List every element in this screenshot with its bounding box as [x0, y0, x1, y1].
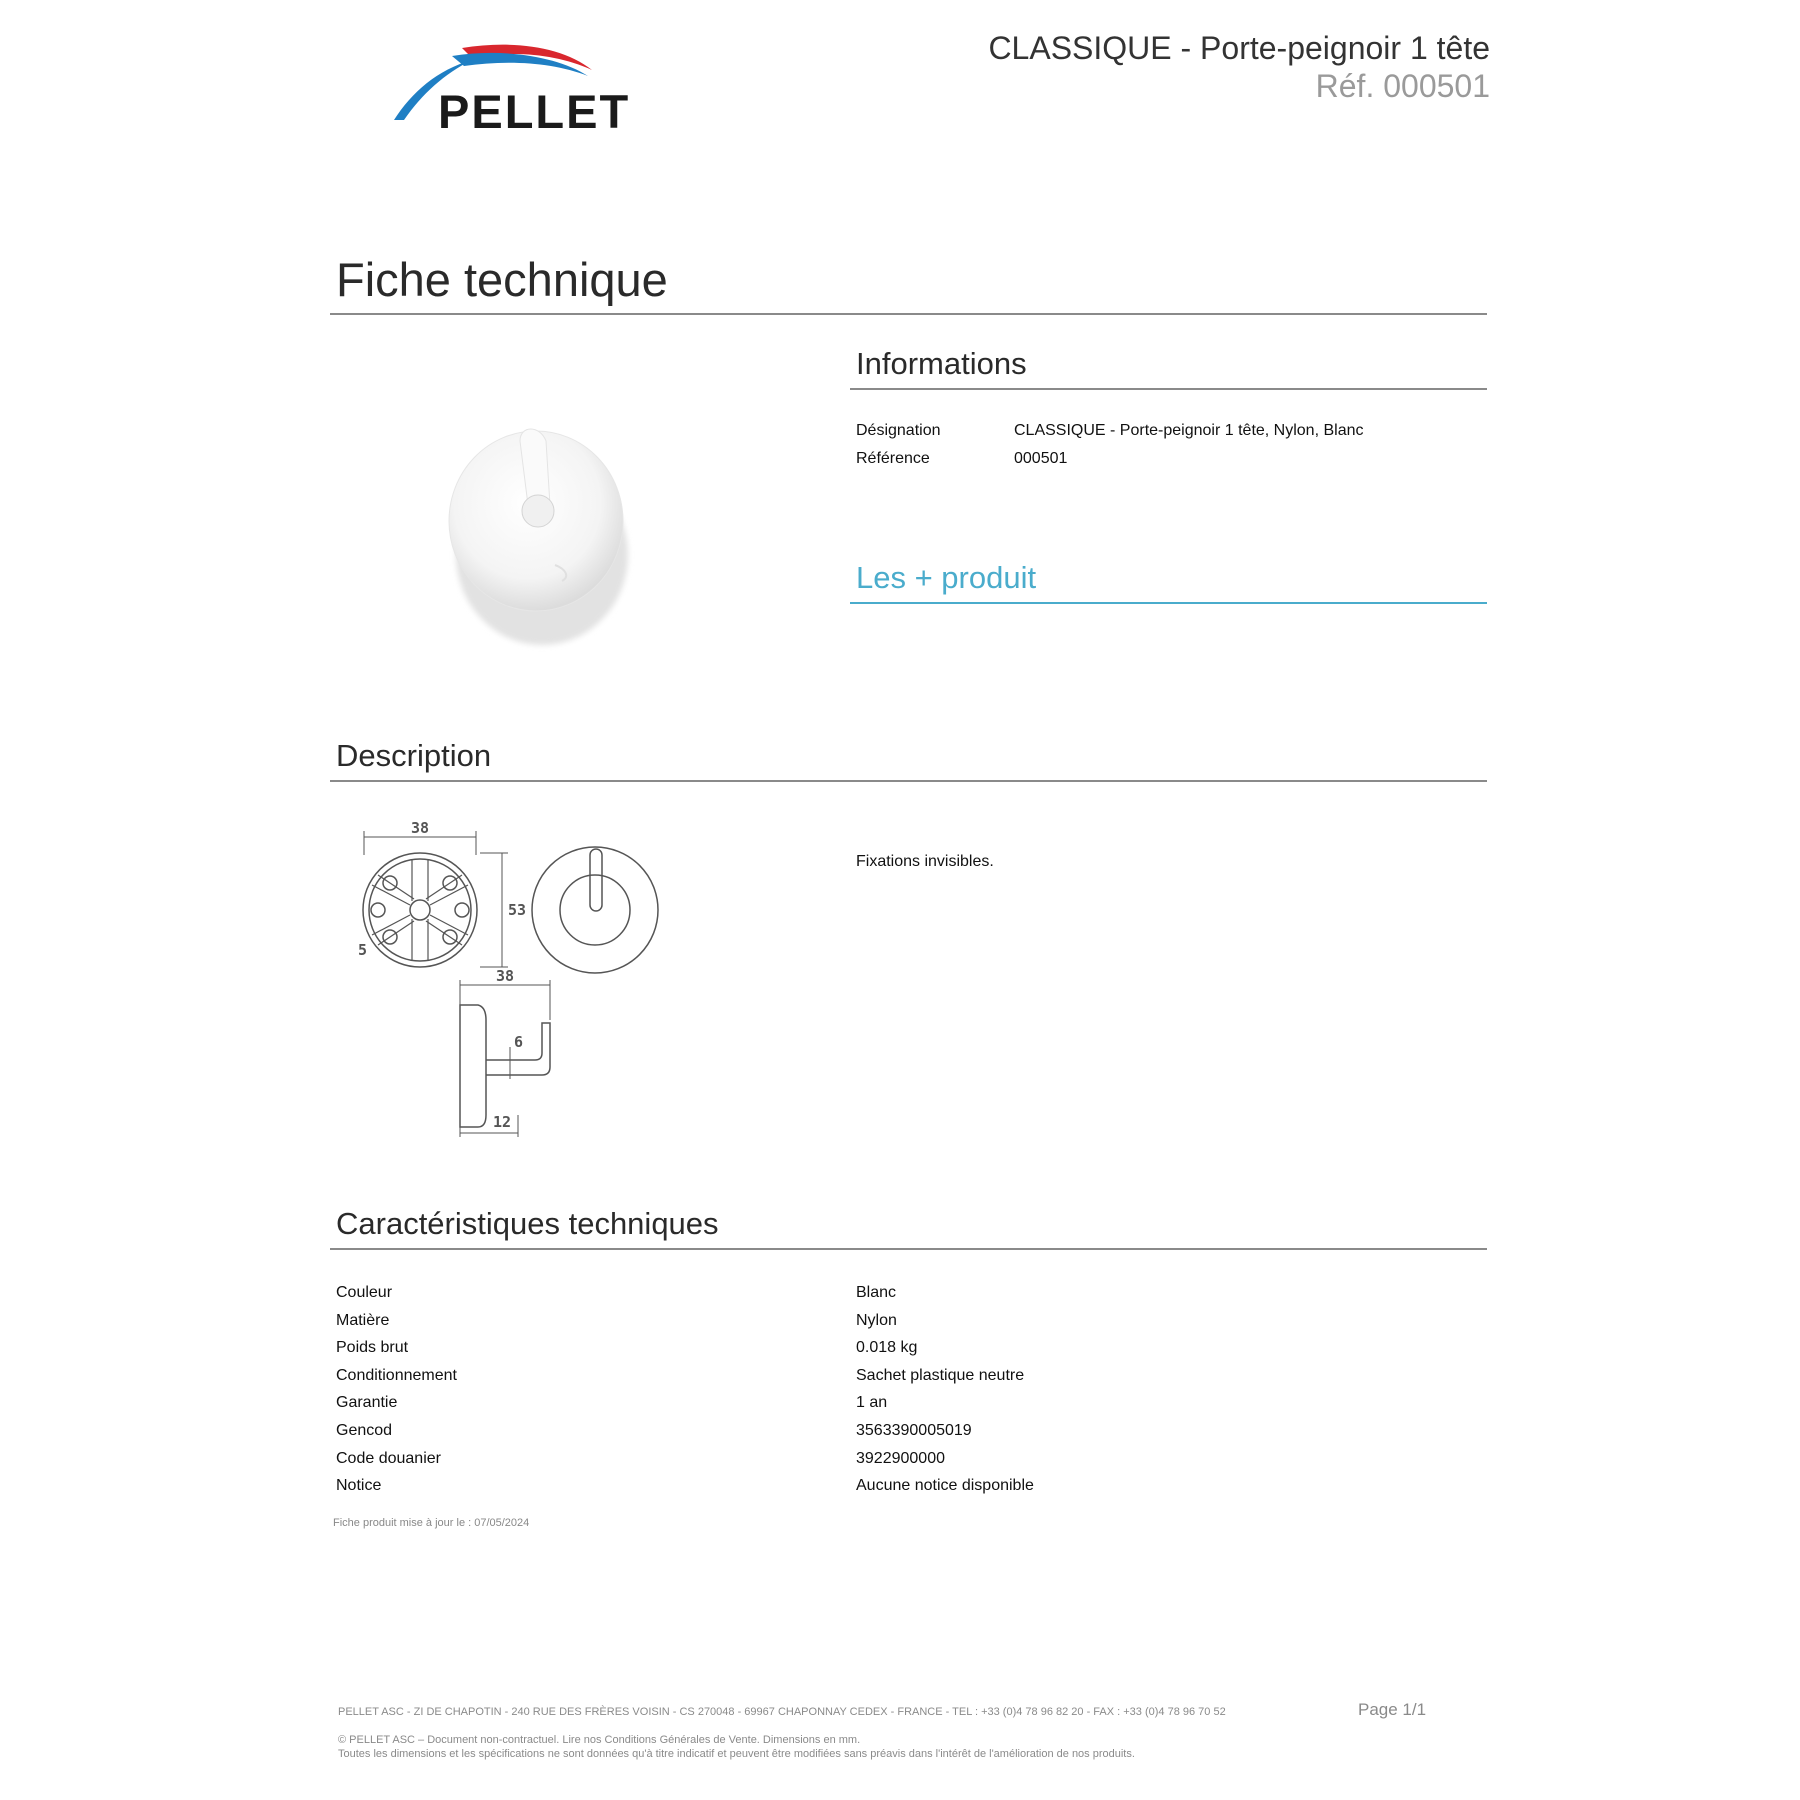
spec-value: 1 an — [856, 1394, 888, 1411]
dimension-label: 5 — [358, 941, 368, 959]
spec-label: Poids brut — [336, 1339, 409, 1356]
logo-wordmark: PELLET — [438, 85, 631, 138]
dimension-label: 12 — [492, 1113, 512, 1131]
caracteristiques-heading: Caractéristiques techniques — [336, 1206, 719, 1241]
product-reference: Réf. 000501 — [1315, 68, 1490, 104]
description-text: Fixations invisibles. — [856, 853, 994, 870]
spec-label: Notice — [336, 1477, 382, 1494]
page-title: Fiche technique — [336, 253, 668, 306]
spec-value: Aucune notice disponible — [856, 1477, 1034, 1494]
divider — [330, 313, 1487, 315]
informations-heading: Informations — [856, 346, 1027, 381]
spec-value: Blanc — [856, 1284, 897, 1301]
description-heading: Description — [336, 738, 492, 773]
dimension-label: 6 — [514, 1033, 524, 1051]
footer-address: PELLET ASC - ZI DE CHAPOTIN - 240 RUE DES FRÈRES VOISIN - CS 270048 - 69967 CHAPONNAY CEDEX - FRANCE - TEL : +33 (0)4 78 96 82 20 - FAX : +33 (0)4 78 96 70 52 — [338, 1706, 1226, 1718]
info-value: 000501 — [1014, 450, 1068, 467]
product-photo — [370, 355, 710, 685]
drawing-dimensions — [350, 815, 670, 1145]
info-value: CLASSIQUE - Porte-peignoir 1 tête, Nylon, Blanc — [1014, 422, 1364, 439]
spec-label: Couleur — [336, 1284, 393, 1301]
product-title: CLASSIQUE - Porte-peignoir 1 tête — [988, 30, 1490, 66]
spec-value: Nylon — [856, 1312, 897, 1329]
footer-disclaimer: Toutes les dimensions et les spécifications ne sont données qu'à titre indicatif et peuvent être modifiées sans préavis dans l'intérêt de l'amélioration de nos produits. — [338, 1748, 1135, 1760]
spec-label: Gencod — [336, 1422, 393, 1439]
spec-value: Sachet plastique neutre — [856, 1367, 1025, 1384]
spec-label: Matière — [336, 1312, 390, 1329]
spec-label: Code douanier — [336, 1450, 441, 1467]
spec-label: Conditionnement — [336, 1367, 457, 1384]
spec-value: 3563390005019 — [856, 1422, 972, 1439]
spec-value: 0.018 kg — [856, 1339, 918, 1356]
update-date: Fiche produit mise à jour le : 07/05/2024 — [333, 1517, 530, 1529]
spec-value: 3922900000 — [856, 1450, 945, 1467]
divider — [850, 388, 1487, 390]
plus-produit-heading: Les + produit — [856, 560, 1037, 595]
footer-copyright: © PELLET ASC – Document non-contractuel. Lire nos Conditions Générales de Vente. Dimensions en mm. — [338, 1734, 861, 1746]
dimension-label: 53 — [508, 901, 527, 919]
divider — [330, 1248, 1487, 1250]
info-label: Référence — [856, 450, 930, 467]
pellet-logo — [392, 40, 652, 138]
divider — [330, 780, 1487, 782]
dimension-label: 38 — [495, 967, 515, 985]
divider — [850, 602, 1487, 604]
info-label: Désignation — [856, 422, 941, 439]
dimension-label: 38 — [410, 819, 430, 837]
spec-label: Garantie — [336, 1394, 398, 1411]
page-number: Page 1/1 — [1358, 1700, 1427, 1719]
